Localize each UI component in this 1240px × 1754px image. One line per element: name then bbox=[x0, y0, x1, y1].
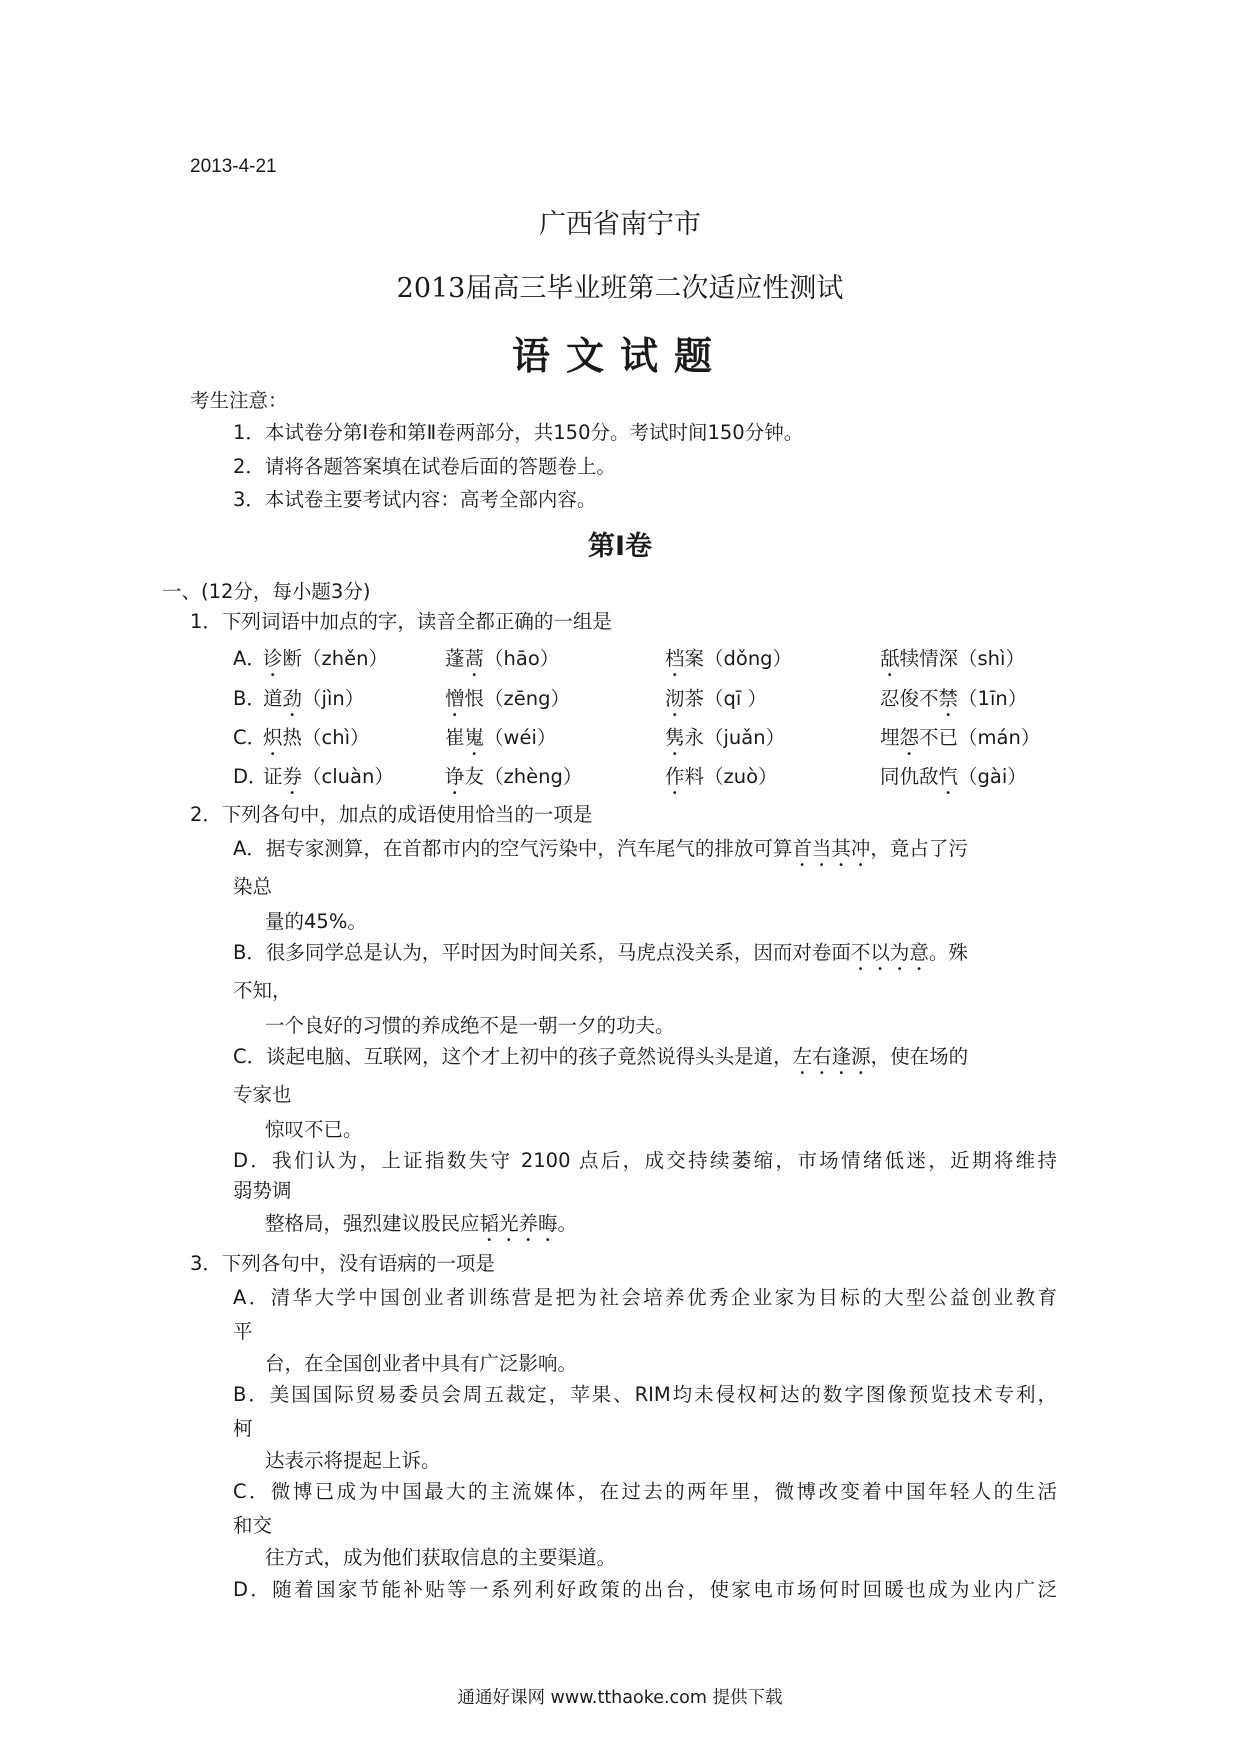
q3-option-b-wrap: 柯 bbox=[233, 1417, 253, 1440]
q2-option-d: D．我们认为，上证指数失守 2100 点后，成交持续萎缩，市场情绪低迷，近期将维持 bbox=[233, 1149, 1057, 1172]
notice-heading: 考生注意： bbox=[190, 389, 288, 412]
word-text: （cluàn） bbox=[302, 765, 394, 788]
word-text: （jìn） bbox=[302, 687, 365, 710]
dotted-idiom: 首当其冲 bbox=[792, 837, 871, 860]
word-text: 热（chì） bbox=[282, 726, 370, 749]
q2-option-b bbox=[233, 937, 968, 975]
dotted-character: 诤 bbox=[445, 765, 465, 788]
q2-option-a-wrap: 染总 bbox=[233, 875, 273, 898]
part-heading: 一、(12分，每小题3分) bbox=[162, 580, 371, 603]
q3-option-c-wrap: 和交 bbox=[233, 1514, 273, 1537]
notice-item: 3．本试卷主要考试内容：高考全部内容。 bbox=[233, 488, 597, 511]
word-text: （gài） bbox=[958, 765, 1027, 788]
q1-word bbox=[445, 683, 570, 721]
q1-word bbox=[445, 722, 556, 760]
dotted-character: 憎 bbox=[445, 687, 465, 710]
option-text: B．很多同学总是认为，平时因为时间关系，马虎点没关系，因而对卷面 bbox=[233, 941, 851, 964]
word-text: 忍俊不 bbox=[880, 687, 939, 710]
option-text: 整格局，强烈建议股民应 bbox=[265, 1212, 480, 1235]
word-text: 蓬 bbox=[445, 647, 465, 670]
word-text: 友（zhèng） bbox=[464, 765, 583, 788]
q1-word bbox=[445, 761, 582, 799]
option-text: A．据专家测算，在首都市内的空气污染中，汽车尾气的排放可算 bbox=[233, 837, 793, 860]
q3-option-b-cont: 达表示将提起上诉。 bbox=[265, 1449, 441, 1472]
q1-word bbox=[880, 722, 1040, 760]
q3-option-a: A．清华大学中国创业者训练营是把为社会培养优秀企业家为目标的大型公益创业教育 bbox=[233, 1286, 1057, 1309]
notice-item: 1．本试卷分第Ⅰ卷和第Ⅱ卷两部分，共150分。考试时间150分钟。 bbox=[233, 421, 804, 444]
word-text: 断（zhěn） bbox=[282, 647, 388, 670]
q1-word bbox=[263, 761, 394, 799]
dotted-character: 舐 bbox=[880, 647, 900, 670]
option-text: 。 bbox=[557, 1212, 578, 1235]
q1-option-label: A． bbox=[233, 647, 266, 670]
question-1-stem: 1．下列词语中加点的字，读音全都正确的一组是 bbox=[190, 610, 612, 633]
q1-word bbox=[263, 722, 370, 760]
word-text: 茶（qī ） bbox=[684, 687, 768, 710]
q1-word bbox=[880, 683, 1027, 721]
q1-word bbox=[665, 761, 778, 799]
q1-option-label: B． bbox=[233, 687, 266, 710]
q1-option-label: D． bbox=[233, 765, 268, 788]
word-text: 不已（mán） bbox=[919, 726, 1041, 749]
page-title: 语文试题 bbox=[511, 334, 728, 378]
word-text: 恨（zēng） bbox=[464, 687, 570, 710]
title-exam: 2013届高三毕业班第二次适应性测试 bbox=[396, 273, 844, 304]
q1-word bbox=[665, 643, 792, 681]
word-text: 崔 bbox=[445, 726, 465, 749]
q1-word bbox=[665, 683, 767, 721]
dotted-character: 诊 bbox=[263, 647, 283, 670]
dotted-character: 怨 bbox=[899, 726, 920, 749]
q3-option-c-cont: 往方式，成为他们获取信息的主要渠道。 bbox=[265, 1546, 617, 1569]
dotted-idiom: 韬光养晦 bbox=[479, 1212, 558, 1235]
q1-word bbox=[263, 683, 364, 721]
dotted-character: 忾 bbox=[938, 765, 959, 788]
q3-option-d: D．随着国家节能补贴等一系列利好政策的出台，使家电市场何时回暖也成为业内广泛 bbox=[233, 1578, 1057, 1601]
q1-word bbox=[665, 722, 785, 760]
notice-item: 2．请将各题答案填在试卷后面的答题卷上。 bbox=[233, 455, 616, 478]
q1-word bbox=[445, 643, 559, 681]
q1-word bbox=[263, 643, 388, 681]
word-text: 埋 bbox=[880, 726, 900, 749]
option-text: 。殊 bbox=[928, 941, 968, 964]
word-text: 永（juǎn） bbox=[684, 726, 786, 749]
word-text: 证 bbox=[263, 765, 283, 788]
dotted-idiom: 左右逢源 bbox=[792, 1045, 871, 1068]
q1-word bbox=[880, 761, 1027, 799]
title-region: 广西省南宁市 bbox=[539, 209, 701, 240]
q3-option-c: C．微博已成为中国最大的主流媒体，在过去的两年里，微博改变着中国年轻人的生活 bbox=[233, 1480, 1057, 1503]
dotted-character: 禁 bbox=[938, 687, 959, 710]
q2-option-c-cont: 惊叹不已。 bbox=[265, 1118, 363, 1141]
dotted-idiom: 不以为意 bbox=[850, 941, 929, 964]
exam-date: 2013-4-21 bbox=[190, 156, 277, 177]
dotted-character: 档 bbox=[665, 647, 685, 670]
q1-word bbox=[880, 643, 1025, 681]
word-text: （1īn） bbox=[958, 687, 1028, 710]
dotted-character: 炽 bbox=[263, 726, 283, 749]
q3-option-a-cont: 台，在全国创业者中具有广泛影响。 bbox=[265, 1352, 578, 1375]
q3-option-a-wrap: 平 bbox=[233, 1320, 253, 1343]
dotted-character: 嵬 bbox=[464, 726, 485, 749]
question-3-stem: 3．下列各句中，没有语病的一项是 bbox=[190, 1252, 495, 1275]
q2-option-c-wrap: 专家也 bbox=[233, 1083, 292, 1106]
q3-option-b: B．美国国际贸易委员会周五裁定，苹果、RIM均未侵权柯达的数字图像预览技术专利， bbox=[233, 1383, 1057, 1406]
footer-source: 通通好课网 www.tthaoke.com 提供下载 bbox=[457, 1688, 783, 1708]
word-text: 同仇敌 bbox=[880, 765, 939, 788]
word-text: 案（dǒng） bbox=[684, 647, 793, 670]
q2-option-b-wrap: 不知， bbox=[233, 979, 292, 1002]
dotted-character: 券 bbox=[282, 765, 303, 788]
word-text: 料（zuò） bbox=[684, 765, 778, 788]
dotted-character: 沏 bbox=[665, 687, 685, 710]
q2-option-a bbox=[233, 833, 968, 871]
question-2-stem: 2．下列各句中，加点的成语使用恰当的一项是 bbox=[190, 803, 593, 826]
option-text: C．谈起电脑、互联网，这个才上初中的孩子竟然说得头头是道， bbox=[233, 1045, 793, 1068]
word-text: （wéi） bbox=[484, 726, 557, 749]
q2-option-d-cont bbox=[265, 1208, 577, 1246]
section-title: 第Ⅰ卷 bbox=[587, 531, 653, 562]
q1-option-label: C． bbox=[233, 726, 267, 749]
option-text: ，竟占了污 bbox=[870, 837, 968, 860]
dotted-character: 隽 bbox=[665, 726, 685, 749]
option-text: ，使在场的 bbox=[870, 1045, 969, 1068]
q2-option-b-cont: 一个良好的习惯的养成绝不是一朝一夕的功夫。 bbox=[265, 1014, 675, 1037]
q2-option-d-wrap: 弱势调 bbox=[233, 1179, 292, 1202]
dotted-character: 劲 bbox=[282, 687, 303, 710]
q2-option-a-cont: 量的45%。 bbox=[265, 910, 367, 933]
word-text: 道 bbox=[263, 687, 283, 710]
q2-option-c bbox=[233, 1041, 968, 1079]
word-text: （hāo） bbox=[484, 647, 560, 670]
word-text: 犊情深（shì） bbox=[899, 647, 1025, 670]
dotted-character: 作 bbox=[665, 765, 685, 788]
dotted-character: 蒿 bbox=[464, 647, 485, 670]
